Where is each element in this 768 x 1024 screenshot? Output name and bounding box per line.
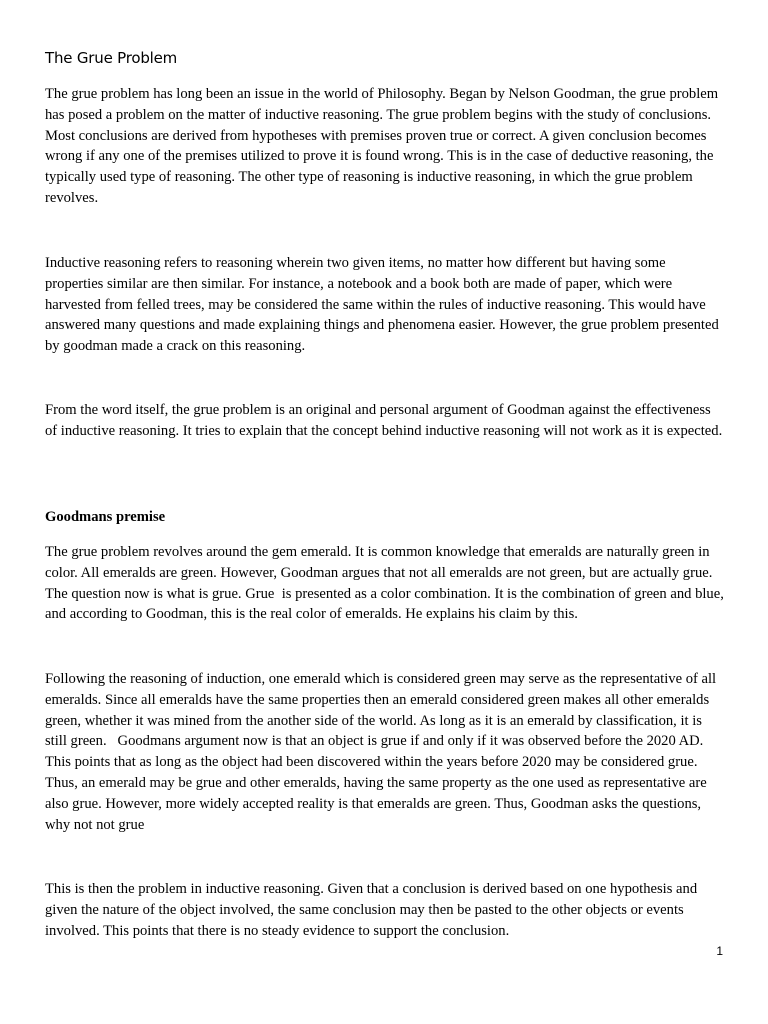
paragraph-word-itself: From the word itself, the grue problem is an original and personal argument of Goodman against the effectiveness of inductive reasoning. It tries to explain that the concept behind inductive reasoning will not work as it is expected. xyxy=(45,402,723,439)
section-heading: Goodmans premise xyxy=(45,509,166,525)
paragraph-intro: The grue problem has long been an issue in the world of Philosophy. Began by Nelson Goodman, the grue problem has posed a problem on the matter of inductive reasoning. The grue problem begins with the study of conclusions. Most conclusions are derived from hypotheses with premises proven true or correct. A given conclusion becomes wrong if any one of the premises utilized to prove it is found wrong. This is in the case of deductive reasoning, the typically used type of reasoning. The other type of reasoning is inductive reasoning, in which the grue problem revolves. xyxy=(45,86,722,206)
paragraph-inductive-reasoning: Inductive reasoning refers to reasoning wherein two given items, no matter how different but having some properties similar are then similar. For instance, a notebook and a book both are made of paper, which were harvested from felled trees, may be considered the same within the rules of inductive reasoning. This would have answered many questions and made explaining things and phenomena easier. However, the grue problem presented by goodman made a crack on this reasoning. xyxy=(45,255,723,355)
paragraph-induction-example: Following the reasoning of induction, one emerald which is considered green may serve as the representative of all emeralds. Since all emeralds have the same properties then an emerald considered green makes all other emeralds green, whether it was mined from the another side of the world. As long as it is an emerald by classification, it is still green. Goodmans argument now is that an object is grue if and only if it was observed before the 2020 AD. This points that as long as the object had been discovered within the years before 2020 may be considered grue. Thus, an emerald may be grue and other emeralds, having the same property as the one used as representative are also grue. However, more widely accepted reality is that emeralds are green. Thus, Goodman asks the questions, why not not grue xyxy=(45,671,720,833)
page-title: The Grue Problem xyxy=(45,49,178,67)
paragraph-conclusion: This is then the problem in inductive reasoning. Given that a conclusion is derived based on one hypothesis and given the nature of the object involved, the same conclusion may then be pasted to the other objects or events involved. This points that there is no steady evidence to support the conclusion. xyxy=(45,881,701,939)
page-number: 1 xyxy=(716,944,723,958)
paragraph-emerald: The grue problem revolves around the gem emerald. It is common knowledge that emeralds are naturally green in color. All emeralds are green. However, Goodman argues that not all emeralds are not green, but are actually grue. The question now is what is grue. Grue is presented as a color combination. It is the combination of green and blue, and according to Goodman, this is the real color of emeralds. He explains his claim by this. xyxy=(45,544,728,623)
